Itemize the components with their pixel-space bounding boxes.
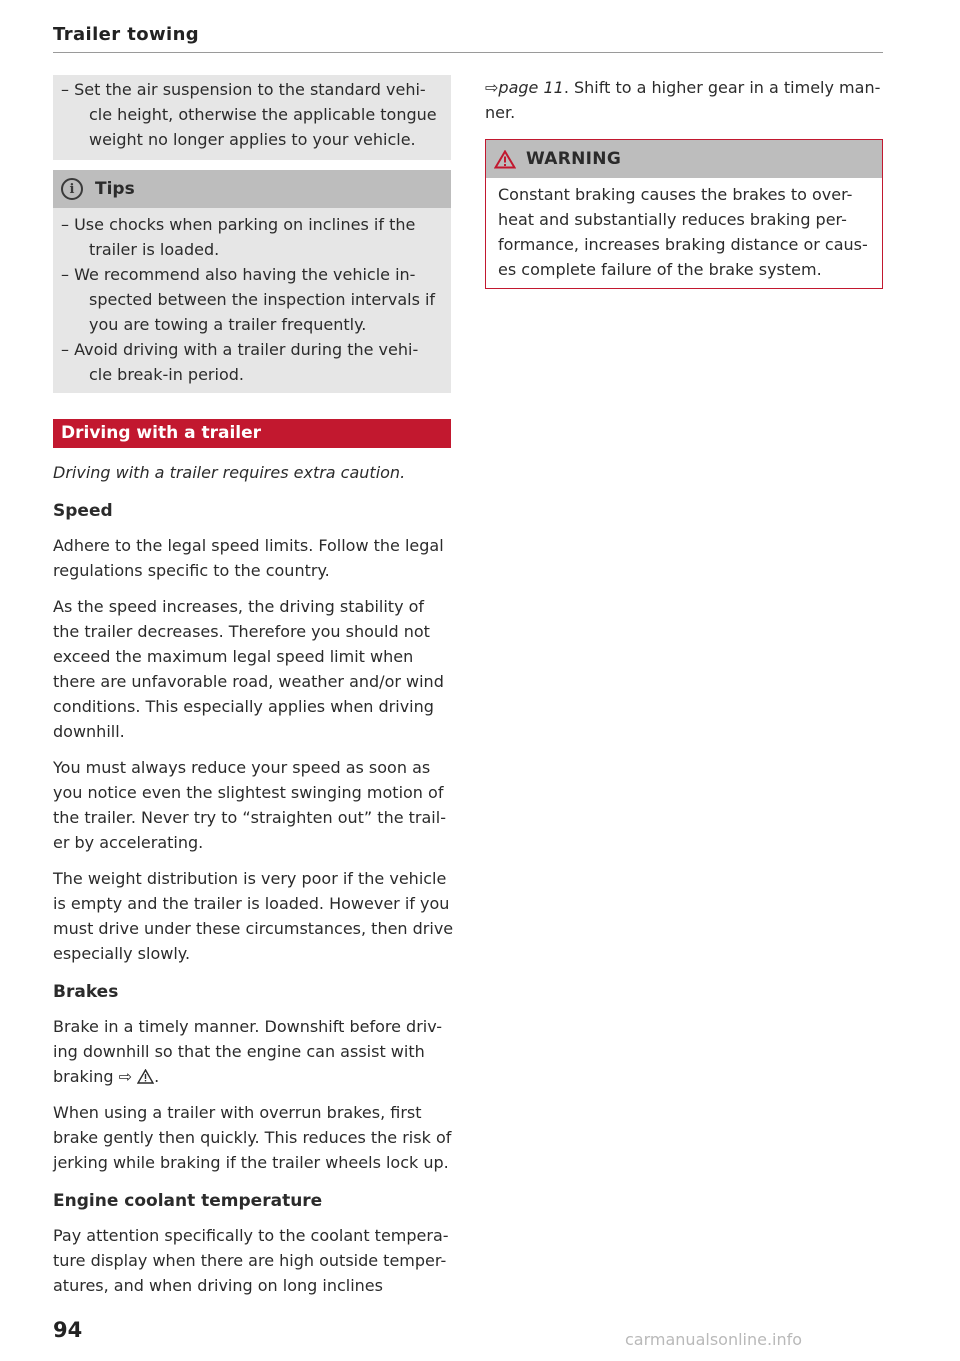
warning-triangle-icon [137,1069,154,1084]
text-line: especially slowly. [53,944,191,963]
arrow-right-icon: ⇨ [485,78,499,97]
text-line: there are unfavorable road, weather and/or wind [53,672,444,691]
text-line: Constant braking causes the brakes to over- [498,185,853,204]
tips-line: – Use chocks when parking on inclines if the [61,215,416,234]
tips-line: – Avoid driving with a trailer during the vehi- [61,340,419,359]
brakes-paragraph-2 [53,1100,451,1175]
warning-title: WARNING [526,148,622,169]
text-line: jerking while braking if the trailer wheels lock up. [53,1153,449,1172]
right-column [485,75,883,289]
text-line: atures, and when driving on long inclines [53,1276,383,1295]
text-line: brake gently then quickly. This reduces the risk of [53,1128,452,1147]
text-line: Brake in a timely manner. Downshift before driv- [53,1017,443,1036]
speed-paragraph-3 [53,755,451,855]
left-column [53,75,454,1309]
text-line: must drive under these circumstances, then drive [53,919,454,938]
text-line: er by accelerating. [53,833,204,852]
tips-line: – We recommend also having the vehicle in- [61,265,416,284]
text-line: As the speed increases, the driving stability of [53,597,425,616]
text-fragment: . Shift to a higher gear in a timely man- [563,78,881,97]
text-line: heat and substantially reduces braking per- [498,210,847,229]
text-line: Pay attention specifically to the coolant tempera- [53,1226,449,1245]
page-header-title: Trailer towing [53,24,200,45]
text-line: es complete failure of the brake system. [498,260,822,279]
header-divider [53,52,883,53]
info-icon: i [61,178,83,200]
tips-line: you are towing a trailer frequently. [89,315,367,334]
page-reference-link[interactable] [485,78,564,97]
text-line: regulations specific to the country. [53,561,330,580]
text-line [53,1064,451,1089]
tips-line: spected between the inspection intervals if [89,290,436,309]
tips-title: Tips [95,178,135,199]
warning-header [486,140,882,178]
speed-paragraph-2 [53,594,451,744]
warning-triangle-icon [494,150,516,169]
text-line: exceed the maximum legal speed limit when [53,647,414,666]
note-line: weight no longer applies to your vehicle. [89,130,416,149]
brakes-paragraph-1 [53,1014,451,1089]
section-title-bar: Driving with a trailer [53,419,451,448]
note-line: – Set the air suspension to the standard vehi- [61,80,426,99]
section-intro: Driving with a trailer requires extra caution. [53,463,406,482]
text-line: you notice even the slightest swinging motion of [53,783,444,802]
brakes-heading: Brakes [53,982,119,1002]
note-line: cle height, otherwise the applicable tongue [89,105,437,124]
tips-line: cle break-in period. [89,365,244,384]
warning-reference-link[interactable]: braking ⇨ [53,1067,133,1086]
coolant-heading: Engine coolant temperature [53,1191,323,1211]
text-line: Adhere to the legal speed limits. Follow the legal [53,536,444,555]
text-line: formance, increases braking distance or caus- [498,235,868,254]
text-line: You must always reduce your speed as soon as [53,758,431,777]
text-line: the trailer. Never try to “straighten out” the trail- [53,808,446,827]
text-line: downhill. [53,722,125,741]
speed-paragraph-1 [53,533,451,583]
page-reference-text: page 11 [498,78,564,97]
warning-box [485,139,883,289]
text-line: When using a trailer with overrun brakes, first [53,1103,422,1122]
period: . [154,1067,160,1086]
coolant-paragraph-1 [53,1223,451,1298]
text-line: ner. [485,103,516,122]
speed-paragraph-4 [53,866,454,966]
page-number: 94 [53,1318,83,1342]
tips-header [53,170,451,208]
speed-heading: Speed [53,501,113,521]
text-line: ing downhill so that the engine can assist with [53,1042,425,1061]
text-line: ture display when there are high outside temper- [53,1251,447,1270]
tips-line: trailer is loaded. [89,240,220,259]
suspension-note-box [53,75,451,160]
text-line: The weight distribution is very poor if the vehicle [53,869,447,888]
text-line: conditions. This especially applies when driving [53,697,434,716]
text-line [485,75,883,100]
tips-body [53,208,451,393]
warning-body [486,178,882,288]
text-line: the trailer decreases. Therefore you should not [53,622,430,641]
watermark: carmanualsonline.info [625,1330,803,1349]
text-line: is empty and the trailer is loaded. However if you [53,894,450,913]
